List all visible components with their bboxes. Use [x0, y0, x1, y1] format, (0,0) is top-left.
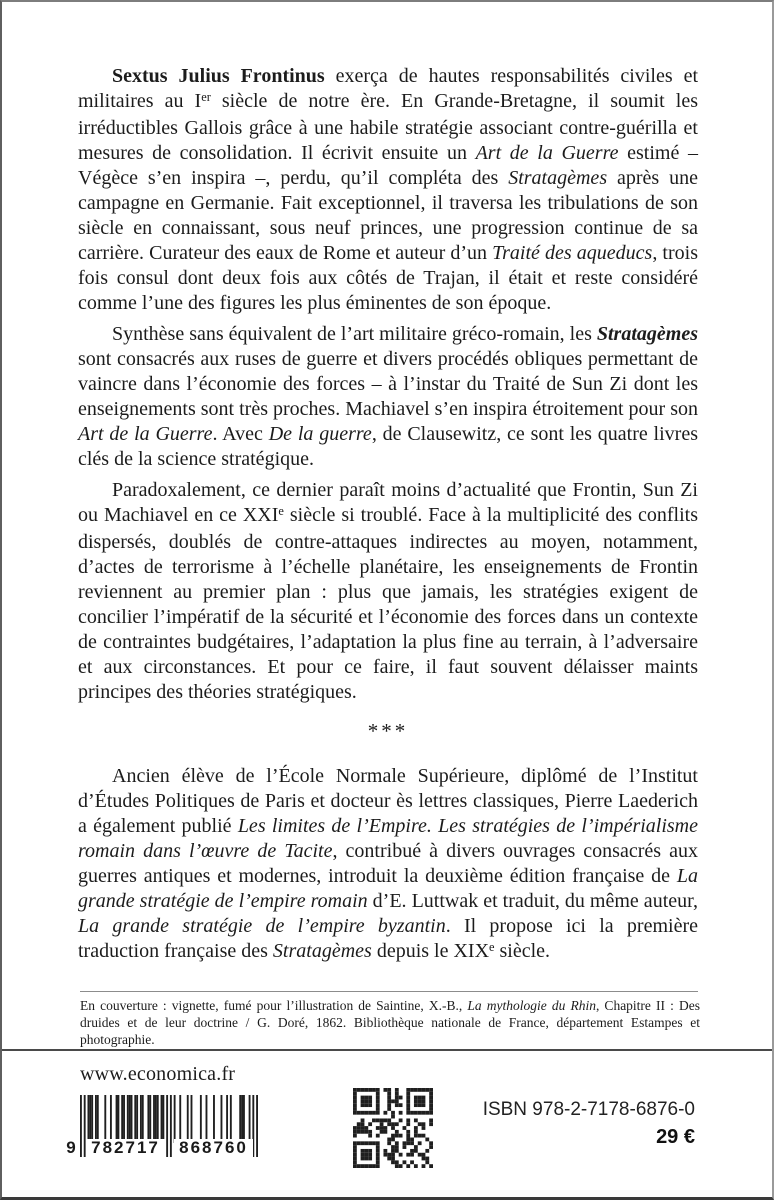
back-cover-text: [78, 64, 698, 972]
barcode-digit-first: 9: [64, 1139, 78, 1157]
isbn-number: ISBN 978-2-7178-6876-0: [482, 1099, 695, 1120]
qr-code: [353, 1088, 433, 1168]
section-separator: ***: [367, 719, 409, 743]
paragraph-modern-relevance: Paradoxalement, ce dernier paraît moins d’actualité que Frontin, Sun Zi ou Machiavel en ce XXIe siècle si troublé. Face à la multiplicité des conflits dispersés, doublés de contre-attaques indirectes au moyen, notamment, d’actes de terrorisme à l’échelle planétaire, les enseignements de Frontin reviennent au premier plan : plus que jamais, les stratégies exigent de concilier l’impératif de la sécurité et l’économie des forces dans un contexte de contraintes budgétaires, l’adaptation la plus fine au terrain, à l’adversaire et aux circonstances. Et pour ce faire, il faut souvent délaisser maints principes des théories stratégiques.: [78, 479, 698, 703]
isbn-price-block: [483, 1099, 695, 1149]
barcode-digits-right: 868760: [174, 1139, 253, 1157]
ean13-barcode: [68, 1095, 274, 1161]
paragraph-work-description: Synthèse sans équivalent de l’art militaire gréco-romain, les Stratagèmes sont consacrés aux ruses de guerre et divers procédés obliques permettant de vaincre dans l’économie des forces – à l’instar du Traité de Sun Zi dont les enseignements sont très proches. Machiavel s’en inspira étroitement pour son Art de la Guerre. Avec De la guerre, de Clausewitz, ce sont les quatre livres clés de la science stratégique.: [78, 323, 698, 470]
cover-illustration-credit: En couverture : vignette, fumé pour l’illustration de Saintine, X.-B., La mythologie du Rhin, Chapitre II : Des druides et de leur doctrine / G. Doré, 1862. Bibliothèque nationale de France, département Estampes et photographie.: [80, 998, 700, 1047]
barcode-digits-left: 782717: [86, 1139, 165, 1157]
credit-divider: [80, 991, 698, 992]
publisher-website: www.economica.fr: [80, 1063, 236, 1085]
price: 29 €: [656, 1126, 695, 1148]
paragraph-translator-bio: Ancien élève de l’École Normale Supérieure, diplômé de l’Institut d’Études Politiques de Paris et docteur ès lettres classiques, Pierre Laederich a également publié Les limites de l’Empire. Les stratégies de l’impérialisme romain dans l’œuvre de Tacite, contribué à divers ouvrages consacrés aux guerres antiques et modernes, introduit la deuxième édition française de La grande stratégie de l’empire romain d’E. Luttwak et traduit, du même auteur, La grande stratégie de l’empire byzantin. Il propose ici la première traduction française des Stratagèmes depuis le XIXe siècle.: [78, 765, 698, 962]
qr-code-image: [353, 1088, 433, 1168]
paragraph-author-bio: Sextus Julius Frontinus exerça de hautes responsabilités civiles et militaires au Ier siècle de notre ère. En Grande-Bretagne, il soumit les irréductibles Gallois grâce à une habile stratégie associant contre-guérilla et mesures de consolidation. Il écrivit ensuite un Art de la Guerre estimé – Végèce s’en inspira –, perdu, qu’il compléta des Stratagèmes après une campagne en Germanie. Fait exceptionnel, il traversa les tribulations de son siècle en connaissant, sous neuf princes, une progression continue de sa carrière. Curateur des eaux de Rome et auteur d’un Traité des aqueducs, trois fois consul dont deux fois aux côtés de Trajan, il était et reste considéré comme l’une des figures les plus éminentes de son époque.: [78, 65, 698, 314]
footer-divider: [2, 1049, 772, 1051]
